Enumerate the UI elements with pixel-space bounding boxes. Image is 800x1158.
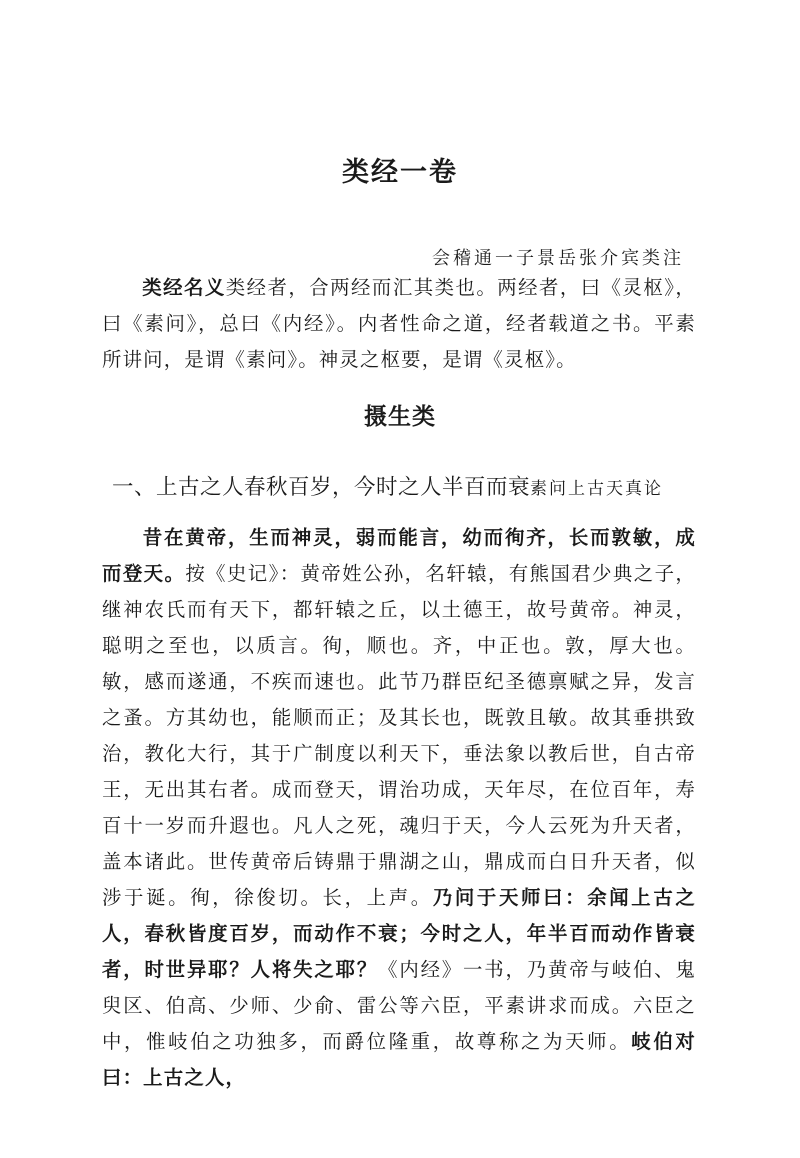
- chapter-source: 素问上古天真论: [530, 479, 664, 499]
- classic-text-1: 昔在黄帝，生而神灵，弱而能言，幼而徇齐，长而敦敏，成而登天。: [102, 526, 696, 585]
- body-paragraph: [102, 520, 696, 1096]
- chapter-title: 一、上古之人春秋百岁，今时之人半百而衰: [112, 475, 531, 500]
- author-line: 会稽通一子景岳张介宾类注: [432, 248, 684, 269]
- intro-text: 类经者，合两经而汇其类也。两经者，曰《灵枢》，曰《素问》，总曰《内经》。内者性命之道，经者载道之书。平素所讲问，是谓《素问》。神灵之枢要，是谓《灵枢》。: [102, 276, 696, 371]
- book-title: 类经一卷: [342, 157, 458, 188]
- commentary-1: 按《史记》：黄帝姓公孙，名轩辕，有熊国君少典之子，继神农氏而有天下，都轩辕之丘，以土德王，故号黄帝。神灵，聪明之至也，以质言。徇，顺也。齐，中正也。敦，厚大也。敏，感而遂通，不疾而速也。此节乃群臣纪圣德禀赋之异，发言之蚤。方其幼也，能顺而正；及其长也，既敦且敏。故其垂拱致治，教化大行，其于广制度以利天下，垂法象以教后世，自古帝王，无出其右者。成而登天，谓治功成，天年尽，在位百年，寿百十一岁而升遐也。凡人之死，魂归于天，今人云死为升天者，盖本诸此。世传黄帝后铸鼎于鼎湖之山，鼎成而白日升天者，似涉于诞。徇，徐俊切。长，上声。: [102, 562, 696, 909]
- commentary-2: 《内经》一书，乃黄帝与岐伯、鬼臾区、伯高、少师、少俞、雷公等六臣，平素讲求而成。六臣之中，惟岐伯之功独多，而爵位隆重，故尊称之为天师。: [102, 958, 697, 1053]
- section-title: 摄生类: [364, 403, 436, 430]
- chapter-heading: [112, 470, 663, 501]
- classic-text-2: 乃问于天师曰：余闻上古之人，春秋皆度百岁，而动作不衰；今时之人，年半百而动作皆衰者，时世异耶？人将失之耶？: [102, 886, 696, 981]
- intro-paragraph: [102, 270, 696, 378]
- intro-term: 类经名义: [142, 276, 226, 299]
- classic-text-3: 岐伯对曰：上古之人，: [102, 1030, 696, 1089]
